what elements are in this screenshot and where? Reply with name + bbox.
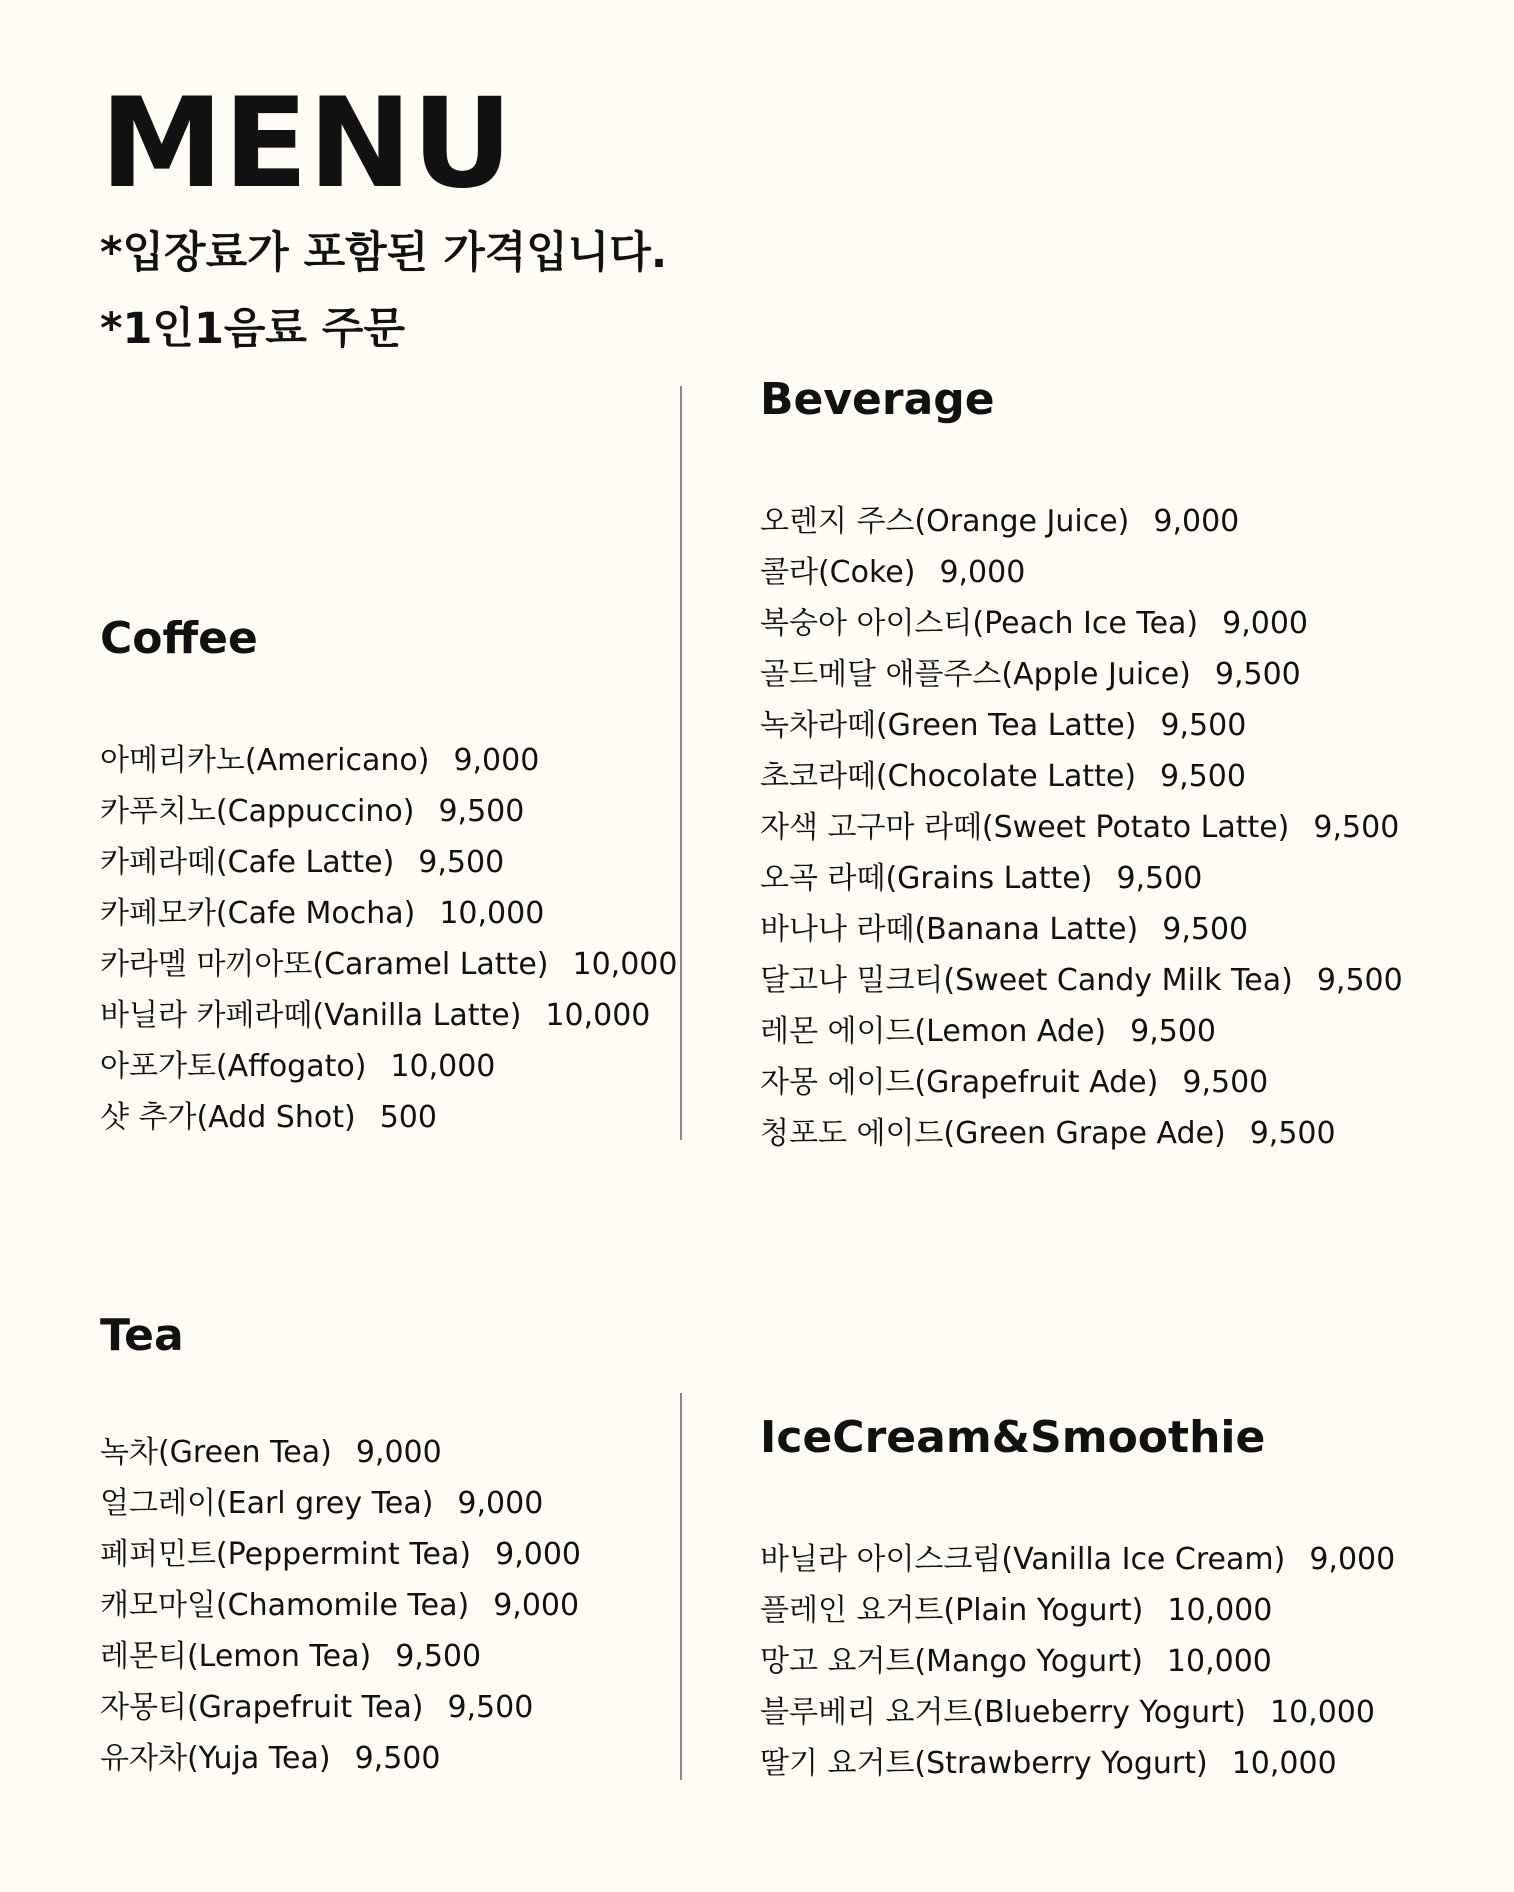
menu-item-name: 자몽 에이드(Grapefruit Ade) xyxy=(760,1065,1159,1100)
menu-item xyxy=(760,504,1403,558)
menu-item-price: 9,500 xyxy=(438,794,525,829)
menu-item-price: 9,500 xyxy=(1249,1116,1336,1151)
menu-item-price: 10,000 xyxy=(1166,1644,1272,1679)
coffee-item-list xyxy=(100,743,678,1154)
menu-item-price: 9,500 xyxy=(418,845,505,880)
menu-item-name: 플레인 요거트(Plain Yogurt) xyxy=(760,1593,1144,1628)
menu-item xyxy=(100,998,677,1052)
section-title-coffee: Coffee xyxy=(100,613,258,664)
menu-item-name: 녹차라떼(Green Tea Latte) xyxy=(760,708,1137,743)
menu-item-name: 블루베리 요거트(Blueberry Yogurt) xyxy=(760,1695,1246,1730)
beverage-section xyxy=(760,374,1403,1170)
menu-item-price: 9,000 xyxy=(493,1588,580,1623)
menu-item xyxy=(760,1746,1395,1800)
menu-item-price: 9,500 xyxy=(1160,708,1247,743)
menu-item-name: 골드메달 애플주스(Apple Juice) xyxy=(760,657,1191,692)
menu-item-price: 9,500 xyxy=(1160,759,1246,794)
menu-item-name: 콜라(Coke) xyxy=(760,555,916,590)
menu-item-price: 9,500 xyxy=(1182,1065,1269,1100)
menu-item xyxy=(760,555,1403,609)
price-note: *입장료가 포함된 가격입니다. xyxy=(100,228,668,278)
menu-item-name: 카페라떼(Cafe Latte) xyxy=(100,845,395,880)
menu-item xyxy=(760,963,1403,1017)
section-title-beverage: Beverage xyxy=(760,374,995,425)
column-divider-bottom xyxy=(680,1393,682,1780)
menu-item-price: 9,500 xyxy=(1130,1014,1217,1049)
menu-item-price: 9,000 xyxy=(1309,1542,1396,1577)
menu-item-name: 오렌지 주스(Orange Juice) xyxy=(760,504,1130,539)
menu-item-price: 9,000 xyxy=(457,1486,544,1521)
menu-item-name: 복숭아 아이스티(Peach Ice Tea) xyxy=(760,606,1199,641)
menu-item-price: 10,000 xyxy=(1269,1695,1375,1730)
menu-item xyxy=(760,1542,1396,1596)
menu-item-name: 캐모마일(Chamomile Tea) xyxy=(100,1588,470,1623)
menu-item-price: 9,000 xyxy=(495,1537,581,1572)
menu-item xyxy=(760,1065,1403,1119)
menu-item xyxy=(100,1435,581,1489)
menu-item-price: 10,000 xyxy=(545,998,651,1033)
menu-item xyxy=(100,1100,677,1154)
menu-item-price: 10,000 xyxy=(1167,1593,1273,1628)
menu-item-price: 9,500 xyxy=(1116,861,1203,896)
menu-item-name: 레몬티(Lemon Tea) xyxy=(100,1639,372,1674)
menu-item xyxy=(760,708,1403,762)
beverage-item-list xyxy=(760,504,1403,1170)
menu-item xyxy=(760,606,1403,660)
menu-item-name: 유자차(Yuja Tea) xyxy=(100,1741,331,1776)
menu-item-name: 바나나 라떼(Banana Latte) xyxy=(760,912,1139,947)
menu-item xyxy=(100,743,677,797)
menu-item-name: 얼그레이(Earl grey Tea) xyxy=(100,1486,434,1521)
menu-item-name: 달고나 밀크티(Sweet Candy Milk Tea) xyxy=(760,963,1293,998)
menu-item-name: 아포가토(Affogato) xyxy=(100,1049,367,1084)
menu-item-name: 카라멜 마끼아또(Caramel Latte) xyxy=(100,947,549,982)
menu-item-price: 9,500 xyxy=(395,1639,482,1674)
section-title-icecream: IceCream&Smoothie xyxy=(760,1412,1266,1463)
menu-item-price: 9,500 xyxy=(447,1690,534,1725)
menu-item xyxy=(760,657,1403,711)
menu-item-price: 9,000 xyxy=(939,555,1026,590)
menu-item xyxy=(100,1690,581,1744)
menu-item-name: 녹차(Green Tea) xyxy=(100,1435,332,1470)
menu-item-price: 9,500 xyxy=(1162,912,1249,947)
menu-item xyxy=(760,1593,1395,1647)
menu-title: MENU xyxy=(100,72,513,216)
menu-item-price: 9,500 xyxy=(1316,963,1403,998)
menu-item xyxy=(100,1486,581,1540)
menu-item-price: 10,000 xyxy=(439,896,545,931)
menu-item xyxy=(100,896,677,950)
menu-item-name: 청포도 에이드(Green Grape Ade) xyxy=(760,1116,1226,1151)
menu-item-name: 샷 추가(Add Shot) xyxy=(100,1100,356,1135)
menu-item-price: 9,000 xyxy=(1222,606,1309,641)
menu-item xyxy=(760,1644,1395,1698)
menu-item-name: 카푸치노(Cappuccino) xyxy=(100,794,415,829)
coffee-section xyxy=(100,613,678,1154)
menu-item xyxy=(100,1639,581,1693)
menu-item-name: 아메리카노(Americano) xyxy=(100,743,430,778)
menu-item-price: 9,500 xyxy=(1313,810,1400,845)
menu-item xyxy=(100,1588,581,1642)
menu-item-price: 9,000 xyxy=(453,743,540,778)
menu-item xyxy=(100,947,678,1001)
icecream-section xyxy=(760,1412,1396,1800)
menu-item-name: 망고 요거트(Mango Yogurt) xyxy=(760,1644,1143,1679)
menu-item-name: 오곡 라떼(Grains Latte) xyxy=(760,861,1093,896)
menu-item-name: 자몽티(Grapefruit Tea) xyxy=(100,1690,424,1725)
menu-item xyxy=(100,1049,677,1103)
menu-item-name: 레몬 에이드(Lemon Ade) xyxy=(760,1014,1107,1049)
column-divider-top xyxy=(680,386,682,1140)
icecream-item-list xyxy=(760,1542,1396,1800)
menu-item xyxy=(760,759,1403,813)
menu-item-price: 9,500 xyxy=(354,1741,441,1776)
menu-item-name: 바닐라 아이스크림(Vanilla Ice Cream) xyxy=(760,1542,1286,1577)
menu-item xyxy=(100,845,677,899)
menu-item xyxy=(100,1537,581,1591)
order-note: *1인1음료 주문 xyxy=(100,304,405,354)
menu-item-name: 초코라떼(Chocolate Latte) xyxy=(760,759,1137,794)
tea-section xyxy=(100,1310,581,1795)
menu-item xyxy=(760,1116,1403,1170)
menu-item-price: 500 xyxy=(379,1100,437,1135)
menu-item xyxy=(760,810,1403,864)
menu-item-price: 10,000 xyxy=(572,947,678,982)
menu-item-name: 페퍼민트(Peppermint Tea) xyxy=(100,1537,472,1572)
menu-item-name: 자색 고구마 라떼(Sweet Potato Latte) xyxy=(760,810,1290,845)
menu-item-price: 9,500 xyxy=(1214,657,1301,692)
menu-item xyxy=(760,1014,1403,1068)
menu-item xyxy=(760,1695,1395,1749)
section-title-tea: Tea xyxy=(100,1310,184,1361)
menu-item xyxy=(100,794,677,848)
tea-item-list xyxy=(100,1435,581,1795)
menu-item-price: 10,000 xyxy=(1231,1746,1337,1781)
menu-item-name: 딸기 요거트(Strawberry Yogurt) xyxy=(760,1746,1208,1781)
menu-item xyxy=(760,912,1403,966)
menu-item-price: 9,000 xyxy=(1153,504,1240,539)
menu-item-name: 카페모카(Cafe Mocha) xyxy=(100,896,416,931)
menu-item-price: 10,000 xyxy=(390,1049,496,1084)
menu-item-price: 9,000 xyxy=(355,1435,442,1470)
menu-item-name: 바닐라 카페라떼(Vanilla Latte) xyxy=(100,998,522,1033)
menu-item xyxy=(760,861,1403,915)
menu-item xyxy=(100,1741,581,1795)
